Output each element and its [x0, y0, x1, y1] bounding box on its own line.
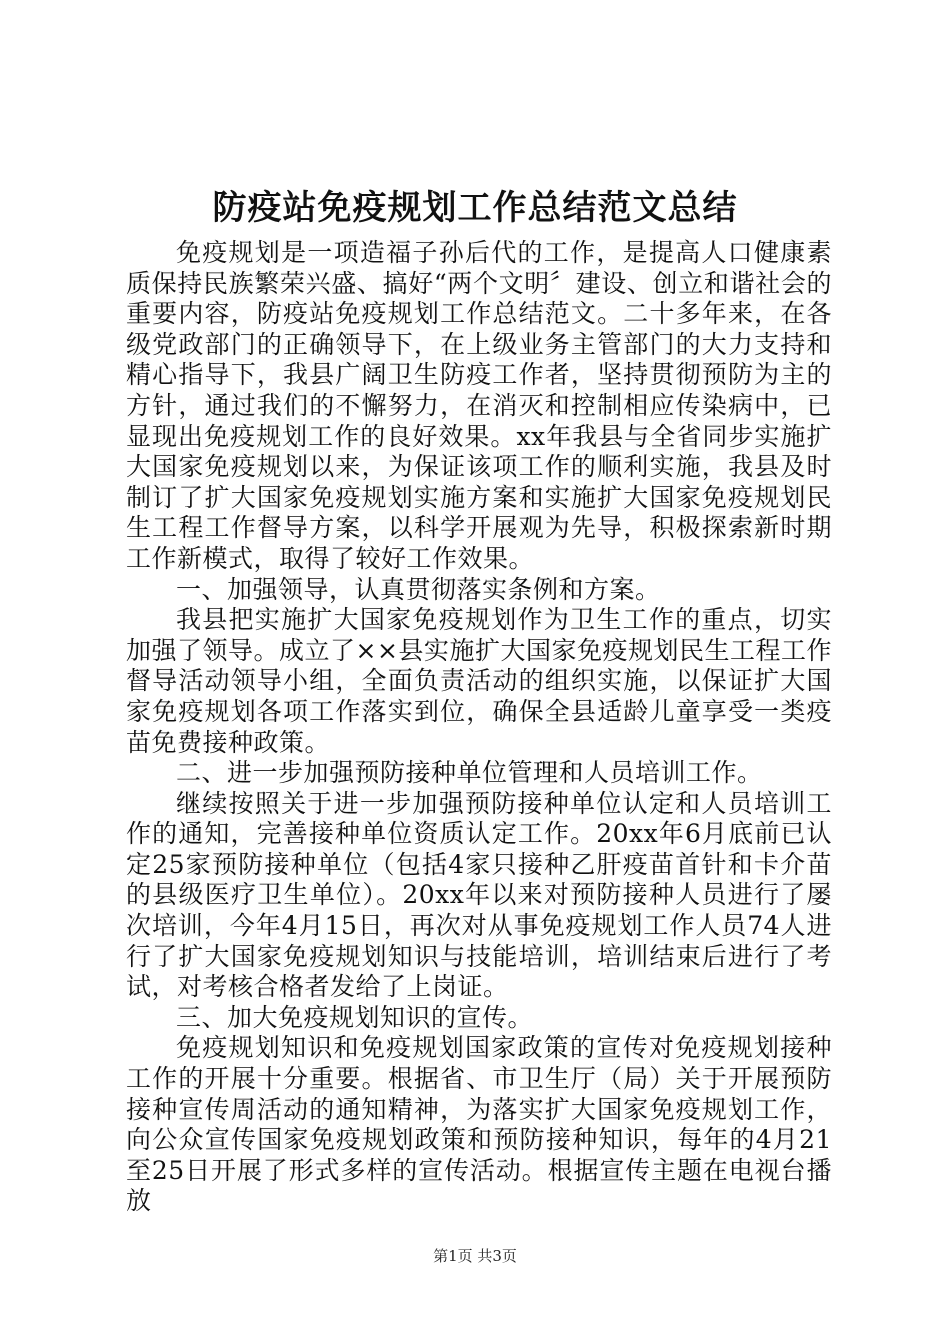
page-number-footer: 第1页 共3页	[433, 1247, 517, 1265]
paragraph-section-2: 继续按照关于进一步加强预防接种单位认定和人员培训工作的通知，完善接种单位资质认定工作。20xx年6月底前已认定25家预防接种单位（包括4家只接种乙肝疫苗首针和卡介苗的县级医疗卫生单位）。20xx年以来对预防接种人员进行了屡次培训，今年4月15日，再次对从事免疫规划工作人员74人进行了扩大国家免疫规划知识与技能培训，培训结束后进行了考试，对考核合格者发给了上岗证。	[126, 788, 832, 1002]
document-body	[126, 238, 832, 1217]
paragraph-section-3: 免疫规划知识和免疫规划国家政策的宣传对免疫规划接种工作的开展十分重要。根据省、市卫生厅（局）关于开展预防接种宣传周活动的通知精神，为落实扩大国家免疫规划工作，向公众宣传国家免疫规划政策和预防接种知识，每年的4月21至25日开展了形式多样的宣传活动。根据宣传主题在电视台播放	[126, 1033, 832, 1216]
section-heading-3: 三、加大免疫规划知识的宣传。	[176, 1002, 534, 1032]
paragraph-section-1: 我县把实施扩大国家免疫规划作为卫生工作的重点，切实加强了领导。成立了××县实施扩大国家免疫规划民生工程工作督导活动领导小组，全面负责活动的组织实施，以保证扩大国家免疫规划各项工作落实到位，确保全县适龄儿童享受一类疫苗免费接种政策。	[126, 605, 832, 757]
section-heading-1: 一、加强领导，认真贯彻落实条例和方案。	[176, 574, 661, 604]
paragraph-intro: 免疫规划是一项造福子孙后代的工作，是提高人口健康素质保持民族繁荣兴盛、搞好“两个文明〞建设、创立和谐社会的重要内容，防疫站免疫规划工作总结范文。二十多年来，在各级党政部门的正确领导下，在上级业务主管部门的大力支持和精心指导下，我县广阔卫生防疫工作者，坚持贯彻预防为主的方针，通过我们的不懈努力，在消灭和控制相应传染病中，已显现出免疫规划工作的良好效果。xx年我县与全省同步实施扩大国家免疫规划以来，为保证该项工作的顺利实施，我县及时制订了扩大国家免疫规划实施方案和实施扩大国家免疫规划民生工程工作督导方案，以科学开展观为先导，积极探索新时期工作新模式，取得了较好工作效果。	[126, 238, 832, 573]
section-heading-2: 二、进一步加强预防接种单位管理和人员培训工作。	[176, 758, 763, 788]
page-title: 防疫站免疫规划工作总结范文总结	[212, 188, 738, 228]
